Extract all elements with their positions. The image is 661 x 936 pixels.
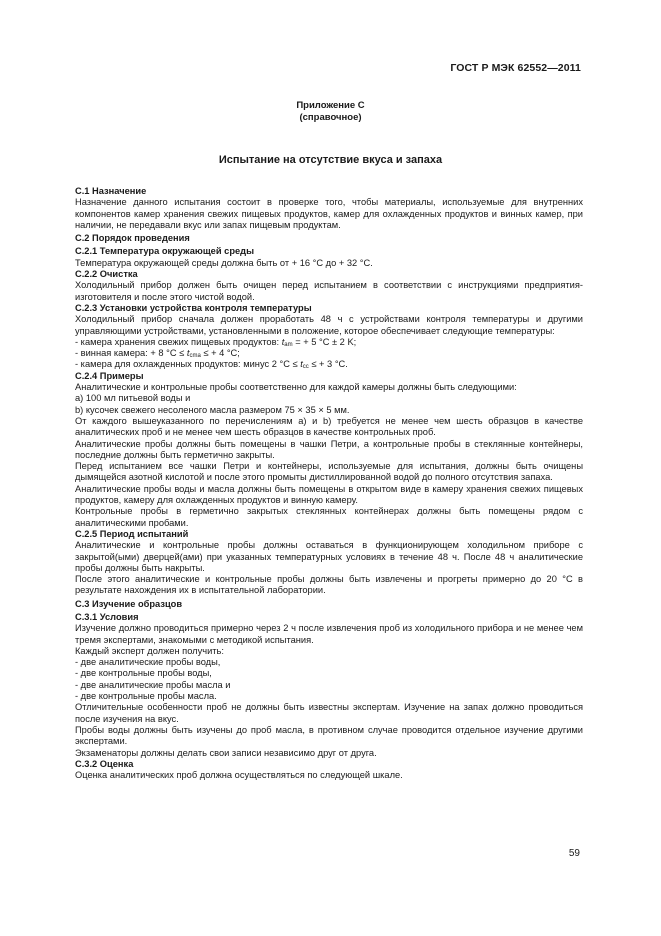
paragraph: Контрольные пробы в герметично закрытых стеклянных контейнерах должны быть помещены рядом с аналитическими пробами. [75, 506, 583, 528]
paragraph: После этого аналитические и контрольные пробы должны быть извлечены и прогреты примерно до 20 °С в результате нахождения их в испытательной лаборатории. [75, 574, 583, 596]
list-item: - винная камера: + 8 $^\circ С \le t_{cma}$ ≤ + 4 °С; [75, 348, 240, 360]
paragraph: Перед испытанием все чашки Петри и контейнеры, используемые для испытания, должны быть очищены дымящейся азотной кислотой и после этого промыты дистиллированной водой до полного отсутствия запаха. [75, 461, 583, 483]
paragraph: Холодильный прибор должен быть очищен перед испытанием в соответствии с инструкциями предприятия-изготовителя и после этого чистой водой. [75, 280, 583, 302]
paragraph: Экзаменаторы должны делать свои записи независимо друг от друга. [75, 747, 377, 758]
section-heading-c1: С.1 Назначение [75, 186, 147, 196]
paragraph: Аналитические и контрольные пробы соответственно для каждой камеры должны быть следующими: [75, 382, 517, 393]
document-body [75, 186, 583, 781]
paragraph: Температура окружающей среды должна быть от + 16 °С до + 32 °С. [75, 257, 373, 268]
section-heading-c23: С.2.3 Установки устройства контроля температуры [75, 302, 312, 313]
paragraph: Аналитические и контрольные пробы должны оставаться в функционирующем холодильном приборе с закрытой(ыми) дверцей(ами) при указанных температурных условиях в течение 48 ч. После 48 ч аналитические пробы должны быть накрыты. [75, 540, 583, 573]
section-heading-c21: С.2.1 Температура окружающей среды [75, 246, 255, 257]
list-item: - две контрольные пробы воды, [75, 668, 212, 679]
section-heading-c31: С.3.1 Условия [75, 611, 139, 622]
main-title: Испытание на отсутствие вкуса и запаха [218, 154, 443, 166]
paragraph: Пробы воды должны быть изучены до проб масла, в противном случае проводится отдельное изучение другими экспертами. [75, 724, 583, 747]
paragraph: Холодильный прибор сначала должен проработать 48 ч с устройствами контроля температуры и другими управляющими устройствами, установленными в положение, которое обеспечивает следующие температуры: [75, 314, 583, 336]
annex-header [0, 100, 661, 124]
annex-subtitle: (справочное) [299, 112, 362, 123]
list-item: b) кусочек свежего несоленого масла размером 75 × 35 × 5 мм. [75, 404, 350, 415]
paragraph: Изучение должно проводиться примерно через 2 ч после извлечения проб из холодильного прибора и не менее чем тремя экспертами, знакомыми с методикой испытания. [75, 623, 583, 645]
list-item: - две контрольные пробы масла. [75, 691, 217, 702]
annex-title: Приложение С [296, 100, 365, 111]
page-number: 59 [568, 848, 580, 859]
list-item: a) 100 мл питьевой воды и [75, 393, 191, 404]
section-heading-c2: С.2 Порядок проведения [75, 233, 190, 244]
paragraph: Аналитические пробы воды и масла должны быть помещены в открытом виде в камеру хранения свежих пищевых продуктов, камеру для охлажденных продуктов и винную камеру. [75, 483, 583, 506]
section-heading-c32: С.3.2 Оценка [75, 758, 134, 769]
paragraph: От каждого вышеуказанного по перечислениям а) и b) требуется не менее чем шесть образцов в качестве аналитических проб и не менее чем шесть образцов в качестве контрольных проб. [75, 415, 583, 438]
section-heading-c24: С.2.4 Примеры [75, 370, 144, 381]
section-heading-c25: С.2.5 Период испытаний [75, 528, 189, 539]
paragraph: Оценка аналитических проб должна осуществляться по следующей шкале. [75, 770, 403, 781]
paragraph: Каждый эксперт должен получить: [75, 645, 224, 656]
section-heading-c3: С.3 Изучение образцов [75, 598, 183, 609]
document-id: ГОСТ Р МЭК 62552—2011 [450, 62, 581, 74]
list-item: - камера хранения свежих пищевых продуктов: $t_{am}$ = + 5 °С ± 2 K; [75, 336, 357, 348]
list-item: - две аналитические пробы воды, [75, 657, 221, 668]
paragraph: Назначение данного испытания состоит в проверке того, чтобы материалы, используемые для внутренних компонентов камер хранения свежих пищевых продуктов, камер для охлажденных продуктов и винных камер, при наличии, не передавали вкус или запах пищевым продуктам. [75, 197, 583, 230]
section-heading-c22: С.2.2 Очистка [75, 269, 138, 280]
paragraph: Аналитические пробы должны быть помещены в чашки Петри, а контрольные пробы в стеклянные контейнеры, последние должны быть герметично закрыты. [75, 438, 583, 460]
list-item: - камера для охлажденных продуктов: минус 2 $^\circ С \le t_{cc}$ ≤ + 3 °С. [75, 359, 348, 371]
list-item: - две аналитические пробы масла и [75, 679, 231, 690]
paragraph: Отличительные особенности проб не должны быть известны экспертам. Изучение на запах должно проводиться после изучения на вкус. [75, 702, 583, 724]
